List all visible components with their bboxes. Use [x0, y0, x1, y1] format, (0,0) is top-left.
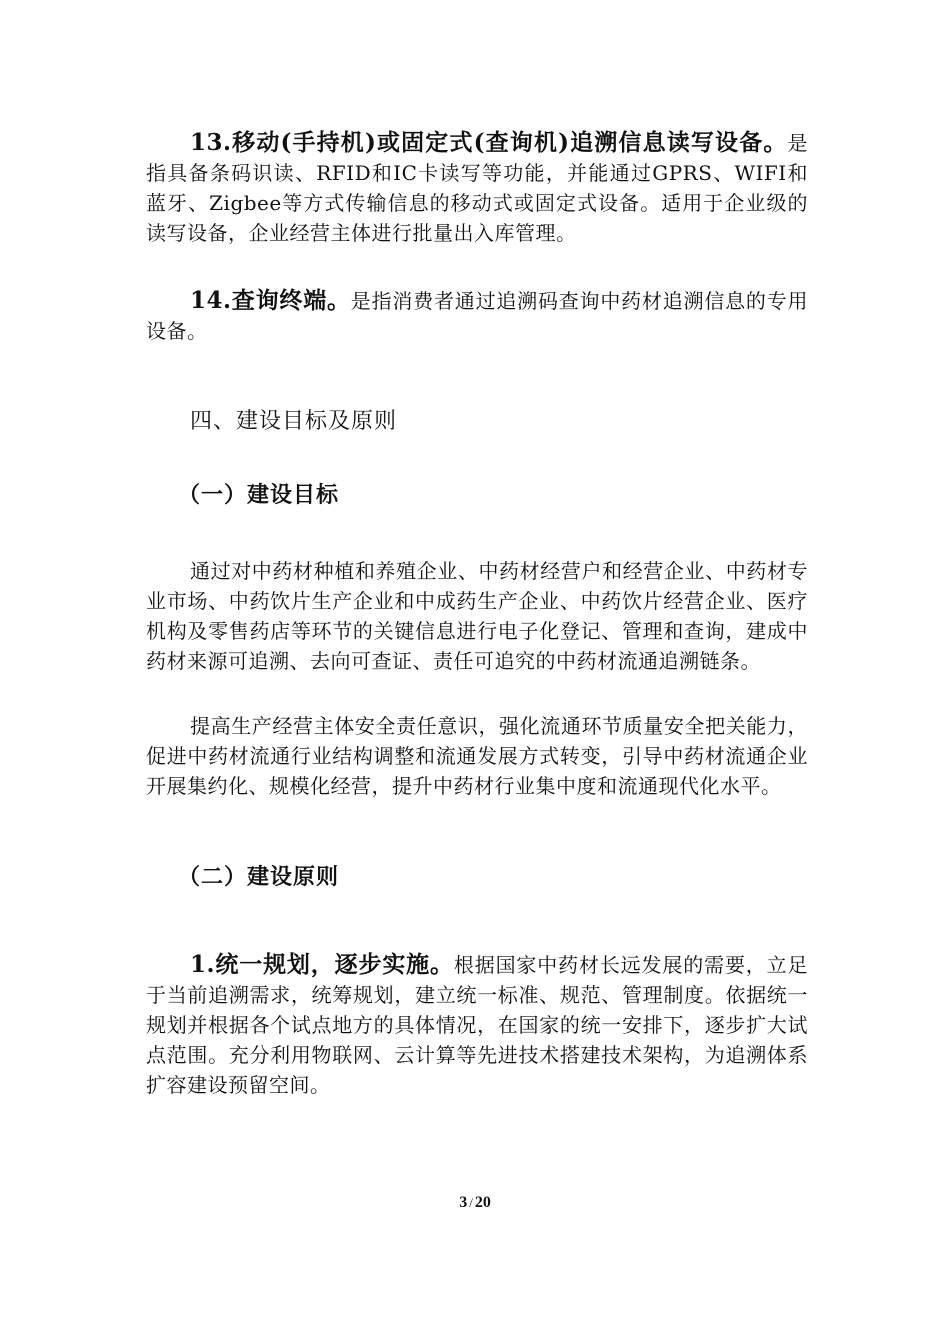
section-heading-4: 四、建设目标及原则	[190, 409, 398, 434]
item-14-body: 是指消费者通过追溯码查询中药材追溯信息的专用设备。	[146, 289, 809, 343]
item-13-body: 是指具备条码识读、RFID和IC卡读写等功能，并能通过GPRS、WIFI和蓝牙、Zigbee等方式传输信息的移动式或固定式设备。适用于企业级的读写设备，企业经营主体进行批量出入库管理。	[146, 131, 808, 245]
goals-text-1: 通过对中药材种植和养殖企业、中药材经营户和经营企业、中药材专业市场、中药饮片生产企业和中成药生产企业、中药饮片经营企业、医疗机构及零售药店等环节的关键信息进行电子化登记、管理和查询，建成中药材来源可追溯、去向可查证、责任可追究的中药材流通追溯链条。	[146, 559, 808, 673]
principle-1	[146, 950, 808, 1100]
page-separator: /	[469, 1195, 473, 1210]
page-number	[0, 1194, 950, 1212]
page-total: 20	[474, 1194, 491, 1211]
item-14	[146, 286, 808, 346]
principle-1-body: 根据国家中药材长远发展的需要，立足于当前追溯需求，统筹规划，建立统一标准、规范、管理制度。依据统一规划并根据各个试点地方的具体情况，在国家的统一安排下，逐步扩大试点范围。充分利用物联网、云计算等先进技术搭建技术架构，为追溯体系扩容建设预留空间。	[146, 953, 808, 1097]
item-14-lead: 14.查询终端。	[190, 287, 351, 314]
goals-paragraph-1	[146, 556, 808, 676]
item-13	[146, 128, 808, 248]
subheading-principles: （二）建设原则	[178, 864, 340, 890]
item-13-paragraph	[146, 128, 808, 248]
item-14-paragraph	[146, 286, 808, 346]
principle-1-paragraph	[146, 950, 808, 1100]
subheading-goals: （一）建设目标	[178, 482, 340, 508]
principle-1-lead: 1.统一规划，逐步实施。	[190, 951, 454, 978]
goals-text-2: 提高生产经营主体安全责任意识，强化流通环节质量安全把关能力，促进中药材流通行业结构调整和流通发展方式转变，引导中药材流通企业开展集约化、规模化经营，提升中药材行业集中度和流通现代化水平。	[146, 714, 808, 798]
page-current: 3	[459, 1194, 468, 1211]
item-13-lead: 13.移动(手持机)或固定式(查询机)追溯信息读写设备。	[190, 129, 788, 156]
goals-paragraph-2	[146, 711, 808, 801]
